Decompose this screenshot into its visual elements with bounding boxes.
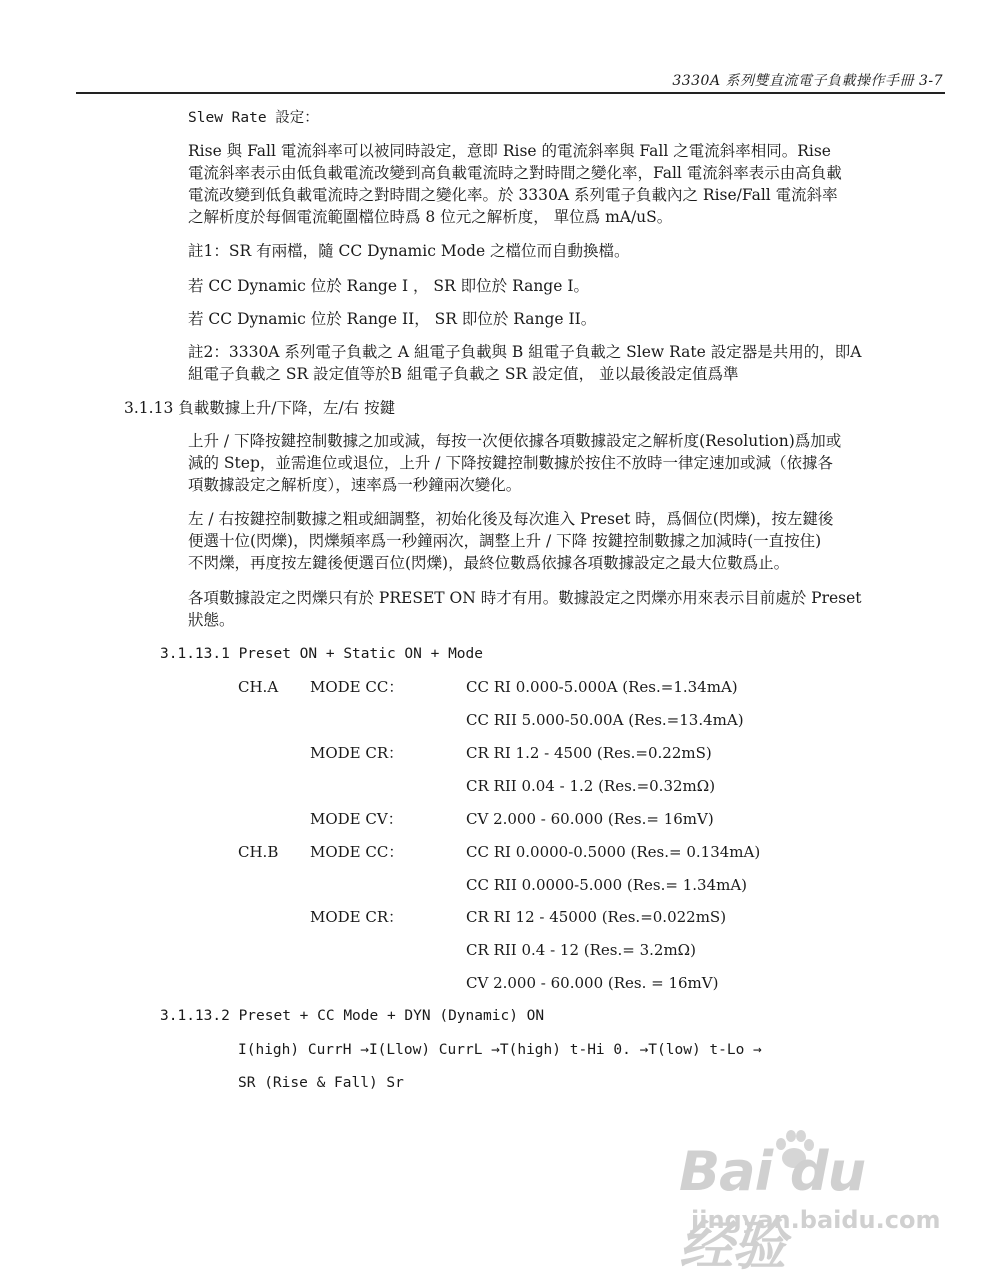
table-value: CR RI 1.2 - 4500 (Res.=0.22mS) xyxy=(466,744,712,762)
slew-p1-line: Rise 與 Fall 電流斜率可以被同時設定，意即 Rise 的電流斜率與 Fall 之電流斜率相同。Rise xyxy=(188,142,831,160)
sub2-sequence-line: I(high) CurrH →I(Llow) CurrL →T(high) t-Hi 0. →T(low) t-Lo → xyxy=(238,1042,762,1058)
page-header-title: 3330A 系列雙直流電子負載操作手冊 3-7 xyxy=(672,73,943,89)
section-p1-line: 項數據設定之解析度），速率爲一秒鐘兩次變化。 xyxy=(188,476,522,494)
table-value: CC RI 0.0000-0.5000 (Res.= 0.134mA) xyxy=(466,843,761,861)
table-mode: MODE CC： xyxy=(310,843,404,861)
watermark-url: jingyan.baidu.com xyxy=(691,1206,941,1234)
slew-p1-line: 電流斜率表示由低負載電流改變到高負載電流時之對時間之變化率，Fall 電流斜率表示由高負載 xyxy=(188,164,842,182)
section-p3-line: 各項數據設定之閃爍只有於 PRESET ON 時才有用。數據設定之閃爍亦用來表示目前處於 Preset xyxy=(188,589,862,607)
table-value: CC RII 5.000-50.00A (Res.=13.4mA) xyxy=(466,711,744,729)
section-p2-line: 左 / 右按鍵控制數據之粗或細調整，初始化後及每次進入 Preset 時，爲個位(閃爍)，按左鍵後 xyxy=(188,510,834,528)
table-ch: CH.A xyxy=(238,678,279,696)
section-p2-line: 不閃爍，再度按左鍵後便選百位(閃爍)，最終位數爲依據各項數據設定之最大位數爲止。 xyxy=(188,554,790,572)
section-heading: 3.1.13 負載數據上升/下降，左/右 按鍵 xyxy=(124,399,396,417)
slew-note2-line: 註2：3330A 系列電子負載之 A 組電子負載與 B 組電子負載之 Slew Rate 設定器是共用的，即A xyxy=(188,343,862,361)
table-value: CV 2.000 - 60.000 (Res. = 16mV) xyxy=(466,974,719,992)
table-value: CV 2.000 - 60.000 (Res.= 16mV) xyxy=(466,810,714,828)
slew-p1-line: 之解析度於每個電流範圍檔位時爲 8 位元之解析度， 單位爲 mA/uS。 xyxy=(188,208,673,226)
baidu-watermark xyxy=(679,1130,941,1277)
sub2-heading: 3.1.13.2 Preset + CC Mode + DYN (Dynamic) ON xyxy=(160,1008,545,1024)
slew-range1: 若 CC Dynamic 位於 Range I ， SR 即位於 Range I。 xyxy=(188,277,589,295)
sub1-heading: 3.1.13.1 Preset ON + Static ON + Mode xyxy=(160,646,484,662)
table-value: CR RII 0.04 - 1.2 (Res.=0.32mΩ) xyxy=(466,777,716,795)
watermark-logo: Bai du 经验 xyxy=(679,1140,866,1277)
section-p2-line: 便選十位(閃爍)，閃爍頻率爲一秒鐘兩次，調整上升 / 下降 按鍵控制數據之加減時(一直按住) xyxy=(188,532,822,550)
table-value: CR RI 12 - 45000 (Res.=0.022mS) xyxy=(466,908,727,926)
slew-p1-line: 電流改變到低負載電流時之對時間之變化率。於 3330A 系列電子負載內之 Rise/Fall 電流斜率 xyxy=(188,186,838,204)
slew-note2-line: 組電子負載之 SR 設定值等於B 組電子負載之 SR 設定值， 並以最後設定值爲準 xyxy=(188,365,739,383)
table-value: CC RII 0.0000-5.000 (Res.= 1.34mA) xyxy=(466,876,748,894)
slew-range2: 若 CC Dynamic 位於 Range II， SR 即位於 Range II。 xyxy=(188,310,597,328)
table-ch: CH.B xyxy=(238,843,279,861)
table-value: CR RII 0.4 - 12 (Res.= 3.2mΩ) xyxy=(466,941,696,959)
section-p1-line: 上升 / 下降按鍵控制數據之加或減，每按一次便依據各項數據設定之解析度(Resolution)爲加或 xyxy=(188,432,842,450)
sub2-sequence-line: SR (Rise & Fall) Sr xyxy=(238,1075,404,1091)
table-mode: MODE CR： xyxy=(310,908,404,926)
table-mode: MODE CC： xyxy=(310,678,404,696)
table-mode: MODE CR： xyxy=(310,744,404,762)
section-p1-line: 減的 Step，並需進位或退位，上升 / 下降按鍵控制數據於按住不放時一律定速加或減（依據各 xyxy=(188,454,833,472)
slew-note1: 註1：SR 有兩檔，隨 CC Dynamic Mode 之檔位而自動換檔。 xyxy=(188,242,630,260)
table-mode: MODE CV： xyxy=(310,810,403,828)
slew-heading: Slew Rate 設定： xyxy=(188,110,319,126)
table-value: CC RI 0.000-5.000A (Res.=1.34mA) xyxy=(466,678,738,696)
section-p3-line: 狀態。 xyxy=(188,611,235,629)
header-rule xyxy=(76,92,945,94)
